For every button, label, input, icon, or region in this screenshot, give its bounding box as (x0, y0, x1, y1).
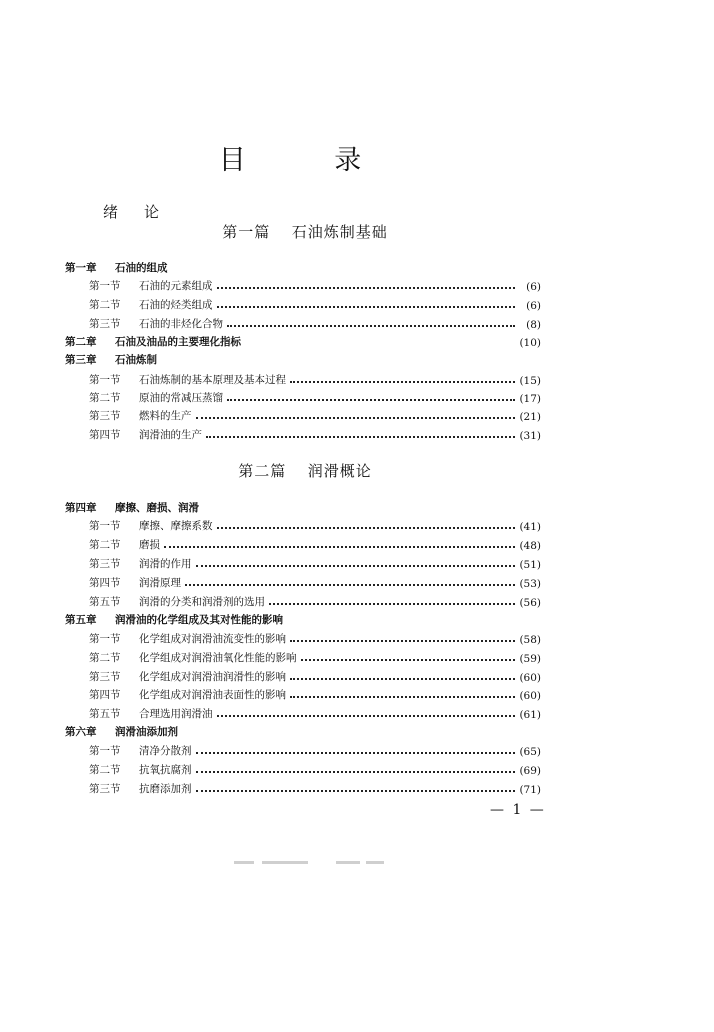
section-number: 第四节 (89, 689, 121, 701)
page-number: (41) (519, 521, 541, 533)
page-number: (69) (519, 765, 541, 777)
folio-page-number: — 1 — (490, 802, 546, 818)
section-entry (89, 593, 541, 609)
dot-leader (301, 659, 516, 661)
section-entry (89, 426, 541, 442)
part-heading-1 (0, 221, 610, 242)
section-title: 抗磨添加剂 (139, 783, 192, 795)
chapter-title: 润滑油添加剂 (115, 726, 178, 738)
section-number: 第三节 (89, 410, 121, 422)
dot-leader (185, 584, 515, 586)
dot-leader (196, 565, 516, 567)
section-title: 化学组成对润滑油表面性的影响 (139, 689, 286, 701)
section-title: 清净分散剂 (139, 745, 192, 757)
section-title: 润滑的分类和润滑剂的选用 (139, 596, 265, 608)
section-title: 润滑原理 (139, 577, 181, 589)
page-number: (8) (526, 319, 541, 331)
chapter-row (65, 351, 541, 367)
section-number: 第三节 (89, 671, 121, 683)
page-number: (58) (519, 634, 541, 646)
section-entry (89, 407, 541, 423)
dot-leader (217, 527, 516, 529)
dot-leader (290, 678, 515, 680)
page-number: (15) (519, 375, 541, 387)
dot-leader (290, 640, 515, 642)
section-entry (89, 705, 541, 721)
dot-leader (290, 381, 515, 383)
scan-artifact (366, 861, 384, 864)
chapter-title: 摩擦、磨损、润滑 (115, 502, 199, 514)
section-entry (89, 630, 541, 646)
dot-leader (196, 417, 516, 419)
page-title: 目 录 (218, 145, 402, 176)
chapter-row (65, 723, 541, 739)
section-entry (89, 780, 541, 796)
page-number: (17) (519, 393, 541, 405)
page-number: (56) (519, 597, 541, 609)
section-number: 第二节 (89, 299, 121, 311)
chapter-row (65, 333, 541, 349)
section-entry (89, 555, 541, 571)
dot-leader (196, 752, 516, 754)
section-title: 合理选用润滑油 (139, 708, 213, 720)
part-name: 石油炼制基础 (291, 223, 388, 241)
dot-leader (227, 399, 515, 401)
chapter-title: 石油炼制 (115, 354, 157, 366)
section-entry (89, 649, 541, 665)
section-number: 第二节 (89, 652, 121, 664)
section-number: 第一节 (89, 520, 121, 532)
section-title: 磨损 (139, 539, 160, 551)
dot-leader (196, 771, 516, 773)
section-number: 第四节 (89, 577, 121, 589)
section-entry (89, 517, 541, 533)
section-number: 第一节 (89, 374, 121, 386)
scan-artifact (262, 861, 308, 864)
section-title: 原油的常减压蒸馏 (139, 392, 223, 404)
chapter-number: 第五章 (65, 614, 97, 626)
section-number: 第一节 (89, 633, 121, 645)
part-name: 润滑概论 (307, 462, 372, 480)
page-number: (51) (519, 559, 541, 571)
section-title: 润滑油的生产 (139, 429, 202, 441)
dot-leader (269, 603, 515, 605)
section-entry (89, 277, 541, 293)
section-number: 第三节 (89, 558, 121, 570)
page-number: (60) (519, 690, 541, 702)
dot-leader (217, 715, 516, 717)
section-entry (89, 315, 541, 331)
page-number: (71) (519, 784, 541, 796)
scan-artifact (234, 861, 254, 864)
section-title: 石油的非烃化合物 (139, 318, 223, 330)
section-number: 第一节 (89, 280, 121, 292)
page-number: (61) (519, 709, 541, 721)
section-number: 第二节 (89, 392, 121, 404)
section-number: 第二节 (89, 539, 121, 551)
page-number: (6) (526, 300, 541, 312)
section-title: 石油的烃类组成 (139, 299, 213, 311)
scan-artifact (336, 861, 360, 864)
chapter-number: 第一章 (65, 262, 97, 274)
section-entry (89, 761, 541, 777)
page-number: (10) (519, 337, 541, 349)
page-number: (6) (526, 281, 541, 293)
section-title: 石油炼制的基本原理及基本过程 (139, 374, 286, 386)
dot-leader (290, 696, 515, 698)
section-number: 第四节 (89, 429, 121, 441)
chapter-number: 第四章 (65, 502, 97, 514)
section-title: 化学组成对润滑油氧化性能的影响 (139, 652, 297, 664)
section-entry (89, 686, 541, 702)
chapter-row (65, 499, 541, 515)
section-title: 抗氧抗腐剂 (139, 764, 192, 776)
chapter-number: 第二章 (65, 336, 97, 348)
page-number: (60) (519, 672, 541, 684)
section-entry (89, 389, 541, 405)
section-entry (89, 371, 541, 387)
section-entry (89, 668, 541, 684)
dot-leader (227, 325, 515, 327)
page-number: (31) (519, 430, 541, 442)
section-title: 润滑的作用 (139, 558, 192, 570)
section-title: 化学组成对润滑油润滑性的影响 (139, 671, 286, 683)
section-number: 第三节 (89, 783, 121, 795)
intro-heading: 绪论 (103, 203, 186, 221)
section-number: 第二节 (89, 764, 121, 776)
chapter-number: 第六章 (65, 726, 97, 738)
dot-leader (217, 287, 516, 289)
section-number: 第一节 (89, 745, 121, 757)
section-entry (89, 536, 541, 552)
chapter-title: 润滑油的化学组成及其对性能的影响 (115, 614, 283, 626)
page-number: (21) (519, 411, 541, 423)
section-number: 第五节 (89, 596, 121, 608)
section-entry (89, 574, 541, 590)
chapter-number: 第三章 (65, 354, 97, 366)
dot-leader (206, 436, 515, 438)
section-number: 第三节 (89, 318, 121, 330)
page-number: (65) (519, 746, 541, 758)
dot-leader (217, 306, 516, 308)
part-label: 第一篇 (222, 223, 271, 241)
section-title: 燃料的生产 (139, 410, 192, 422)
chapter-title: 石油的组成 (115, 262, 168, 274)
section-title: 摩擦、摩擦系数 (139, 520, 213, 532)
dot-leader (164, 546, 515, 548)
page-number: (59) (519, 653, 541, 665)
page-number: (53) (519, 578, 541, 590)
section-entry (89, 742, 541, 758)
part-label: 第二篇 (238, 462, 287, 480)
section-entry (89, 296, 541, 312)
section-number: 第五节 (89, 708, 121, 720)
chapter-row (65, 611, 541, 627)
chapter-row (65, 259, 541, 275)
page-number: (48) (519, 540, 541, 552)
dot-leader (196, 790, 516, 792)
section-title: 石油的元素组成 (139, 280, 213, 292)
section-title: 化学组成对润滑油流变性的影响 (139, 633, 286, 645)
part-heading-2 (0, 460, 610, 481)
chapter-title: 石油及油品的主要理化指标 (115, 336, 241, 348)
